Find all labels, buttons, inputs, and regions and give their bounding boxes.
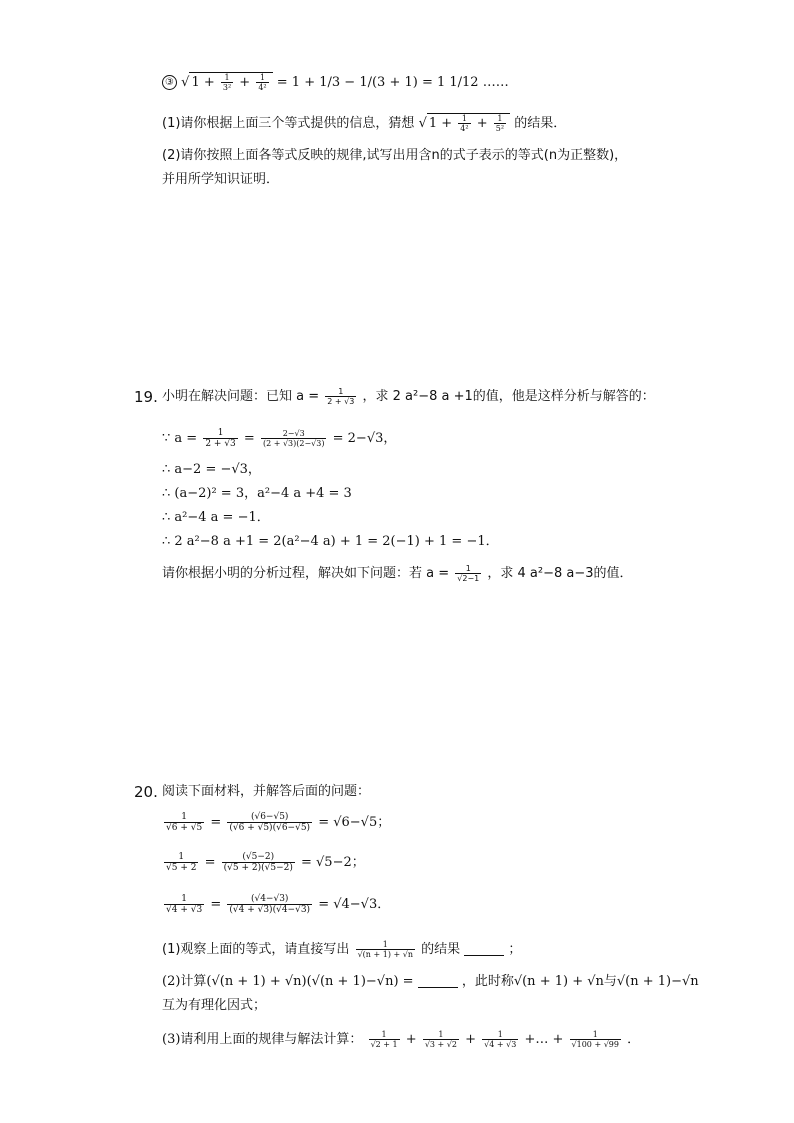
q20-p1-suffix: 的结果 — [421, 942, 461, 957]
fraction: $\frac{(√5-2)}{(√5 + 2)(√5-2)}$ — [223, 852, 293, 873]
q19-intro-suffix: ，求 2 a²−8 a +1的值，他是这样分析与解答的： — [362, 389, 655, 404]
q19-number: 19. — [134, 388, 158, 406]
q19-step1-text: ∵ a = — [162, 431, 198, 446]
fraction: $\frac{2-√3}{(2 + √3)(2-√3)}$ — [262, 429, 325, 448]
q20-equation-3: $\frac{1}{√4 + √3}$ = $\frac{(√4-√3)}{(√4 + √3)(√4-√3)}$ = √4−√3． — [166, 894, 391, 915]
sqrt-expression: √ 1 + $\frac{1}{\text{3²}}$ + $\frac{1}{\text{4²}}$ — [181, 72, 273, 93]
fraction: $\frac{1}{2 + √3}$ — [327, 387, 355, 406]
q19-step-1: ∵ a = $\frac{1}{2 + √3}$ = $\frac{2-√3}{(2 + √3)(2-√3)}$ = 2−√3， — [162, 428, 397, 449]
fraction: $\frac{1}{√100 + √99}$ — [571, 1030, 619, 1049]
fraction: $\frac{1}{√4 + √3}$ — [484, 1030, 517, 1049]
fraction: $\frac{1}{√2-1}$ — [457, 564, 480, 583]
q20-part-1 — [162, 940, 521, 960]
q19-task-text: 请你根据小明的分析过程，解决如下问题：若 a = — [162, 566, 450, 581]
q20-eq1-result: = √6−√5； — [318, 815, 391, 830]
q18-part-2-cont: 并用所学知识证明． — [162, 172, 280, 187]
q19-step-2: ∴ a−2 = −√3， — [162, 462, 261, 477]
fraction: $\frac{1}{√5 + 2}$ — [166, 852, 197, 873]
q18-equation-3 — [162, 72, 509, 93]
q19-intro-text: 小明在解决问题：已知 a = — [162, 389, 320, 404]
q20-p2-suffix: ，此时称√(n + 1) + √n与√(n + 1)−√n — [461, 974, 699, 989]
q19-step-3: ∴ (a−2)² = 3，a²−4 a +4 = 3 — [162, 486, 352, 501]
q19-intro — [162, 387, 655, 407]
q18-eq3-rhs: = 1 + 1/3 − 1/(3 + 1) = 1 1/12 …… — [276, 75, 509, 90]
q20-p3-ellipsis: +… + — [524, 1032, 564, 1047]
q18-part-1 — [162, 113, 566, 134]
answer-blank[interactable] — [464, 943, 504, 956]
q20-part-2 — [162, 972, 699, 992]
q20-p3-text: (3)请利用上面的规律与解法计算： — [162, 1032, 363, 1047]
fraction: $\frac{1}{√3 + √2}$ — [424, 1030, 457, 1049]
q19-task-suffix: ，求 4 a²−8 a−3的值． — [487, 566, 633, 581]
q20-p1-text: (1)观察上面的等式，请直接写出 — [162, 942, 350, 957]
q19-task — [162, 564, 633, 584]
sqrt-expression: √ 1 + $\frac{1}{\text{4²}}$ + $\frac{1}{\text{5²}}$ — [419, 113, 511, 134]
q20-p3-end: ． — [627, 1032, 641, 1047]
q18-part-2: (2)请你按照上面各等式反映的规律,试写出用含n的式子表示的等式(n为正整数)， — [162, 148, 628, 163]
q20-p2-text: (2)计算(√(n + 1) + √n)(√(n + 1)−√n) = — [162, 974, 414, 989]
fraction: $\frac{1}{√4 + √3}$ — [166, 894, 203, 915]
q20-equation-2: $\frac{1}{√5 + 2}$ = $\frac{(√5-2)}{(√5 + 2)(√5-2)}$ = √5−2； — [166, 852, 365, 873]
fraction: $\frac{1}{√6 + √5}$ — [166, 812, 203, 833]
fraction: $\frac{(√4-√3)}{(√4 + √3)(√4-√3)}$ — [229, 894, 311, 915]
q20-intro: 阅读下面材料，并解答后面的问题： — [162, 784, 371, 799]
q19-step-5: ∴ 2 a²−8 a +1 = 2(a²−4 a) + 1 = 2(−1) + 1 = −1． — [162, 534, 499, 549]
q20-p1-end: ； — [508, 942, 522, 957]
q20-eq3-result: = √4−√3． — [318, 897, 391, 912]
q20-part-2-cont: 互为有理化因式； — [162, 998, 267, 1013]
q19-step1-result: = 2−√3， — [332, 431, 397, 446]
q18-part1-suffix: 的结果． — [514, 116, 567, 131]
circled-number-marker: ③ — [162, 75, 177, 90]
fraction: $\frac{1}{√2 + 1}$ — [370, 1030, 398, 1049]
q20-part-3: (3)请利用上面的规律与解法计算： $\frac{1}{√2 + 1}$ + $\frac{1}{√3 + √2}$ + $\frac{1}{√4 + √3}$ +… + $\frac{1}{√100 + √99}$ ． — [162, 1030, 641, 1049]
answer-blank[interactable] — [418, 975, 458, 988]
q20-eq2-result: = √5−2； — [301, 855, 365, 870]
q19-step-4: ∴ a²−4 a = −1． — [162, 510, 270, 525]
fraction: $\frac{1}{2 + √3}$ — [205, 428, 236, 449]
fraction: $\frac{(√6-√5)}{(√6 + √5)(√6-√5)}$ — [229, 812, 311, 833]
q20-equation-1: $\frac{1}{√6 + √5}$ = $\frac{(√6-√5)}{(√6 + √5)(√6-√5)}$ = √6−√5； — [166, 812, 391, 833]
fraction: $\frac{1}{√(n + 1) + √n}$ — [357, 940, 413, 959]
q18-part1-text: (1)请你根据上面三个等式提供的信息，猜想 — [162, 116, 415, 131]
q20-number: 20. — [134, 783, 158, 801]
